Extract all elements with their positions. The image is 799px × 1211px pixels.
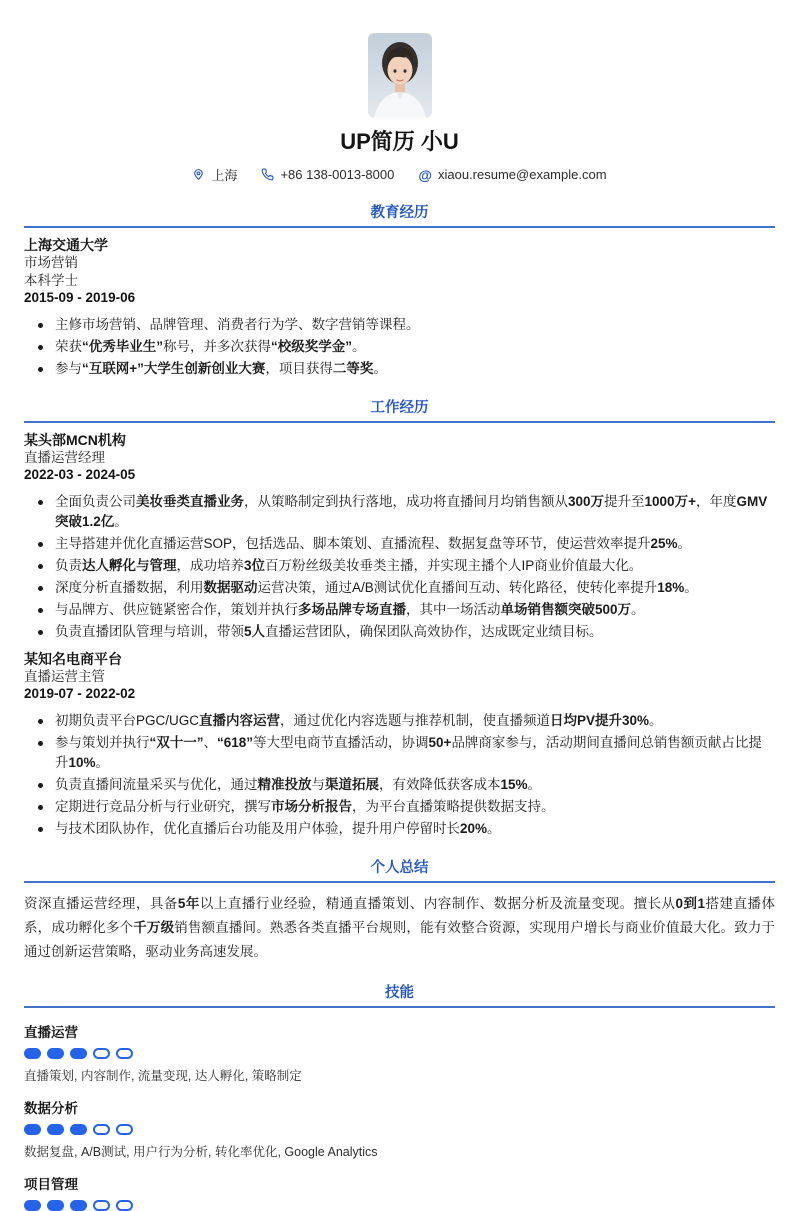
section-header bbox=[24, 396, 775, 423]
skill-level-rating bbox=[24, 1200, 775, 1211]
skill-level-pill bbox=[24, 1048, 41, 1059]
skill-level-pill bbox=[70, 1200, 87, 1211]
contact-email bbox=[418, 167, 606, 182]
skill-level-pill bbox=[70, 1124, 87, 1135]
skill-keywords: 数据复盘, A/B测试, 用户行为分析, 转化率优化, Google Analytics bbox=[24, 1144, 378, 1159]
contact-row bbox=[24, 165, 775, 184]
skill-item-project-management bbox=[24, 1173, 775, 1211]
skill-level-pill bbox=[93, 1048, 110, 1059]
skill-name: 项目管理 bbox=[24, 1176, 78, 1192]
education-entry bbox=[24, 236, 775, 379]
bullet-item: 深度分析直播数据，利用数据驱动运营决策，通过A/B测试优化直播间互动、转化路径，使转化率提升18%。 bbox=[55, 578, 775, 598]
skill-level-pill bbox=[93, 1124, 110, 1135]
education-period: 2015-09 - 2019-06 bbox=[24, 290, 136, 305]
section-summary bbox=[24, 856, 775, 964]
bullet-item: 与技术团队协作，优化直播后台功能及用户体验，提升用户停留时长20%。 bbox=[55, 819, 775, 839]
bullet-item: 主导搭建并优化直播运营SOP，包括选品、脚本策划、直播流程、数据复盘等环节，使运营效率提升25%。 bbox=[55, 534, 775, 554]
skill-level-pill bbox=[47, 1124, 64, 1135]
skill-level-pill bbox=[116, 1200, 133, 1211]
bullet-item: 负责达人孵化与管理，成功培养3位百万粉丝级美妆垂类主播，并实现主播个人IP商业价值最大化。 bbox=[55, 556, 775, 576]
section-header bbox=[24, 201, 775, 228]
skill-level-pill bbox=[116, 1124, 133, 1135]
section-header bbox=[24, 856, 775, 883]
contact-location-text: 上海 bbox=[211, 168, 238, 183]
contact-location bbox=[192, 165, 237, 184]
skill-level-pill bbox=[47, 1200, 64, 1211]
section-title: 个人总结 bbox=[370, 859, 429, 876]
section-work bbox=[24, 396, 775, 839]
work-period: 2022-03 - 2024-05 bbox=[24, 467, 136, 482]
bullet-item: 参与“互联网+”大学生创新创业大赛，项目获得二等奖。 bbox=[55, 359, 775, 379]
skill-level-rating bbox=[24, 1124, 775, 1135]
company-name: 某头部MCN机构 bbox=[24, 431, 126, 448]
email-icon: @ bbox=[418, 166, 432, 183]
bullet-item: 参与策划并执行“双十一”、“618”等大型电商节直播活动，协调50+品牌商家参与，活动期间直播间总销售额贡献占比提升10%。 bbox=[55, 733, 775, 773]
section-education bbox=[24, 201, 775, 379]
skill-item-data-analysis bbox=[24, 1097, 775, 1160]
section-title: 教育经历 bbox=[370, 205, 429, 221]
job-title: 直播运营主管 bbox=[24, 668, 105, 684]
skill-keywords: 直播策划, 内容制作, 流量变现, 达人孵化, 策略制定 bbox=[24, 1068, 302, 1083]
work-entry-2 bbox=[24, 650, 775, 839]
skill-name: 数据分析 bbox=[24, 1100, 78, 1116]
job-title: 直播运营经理 bbox=[24, 449, 105, 465]
work-bullets bbox=[24, 492, 775, 642]
bullet-item: 初期负责平台PGC/UGC直播内容运营，通过优化内容选题与推荐机制，使直播频道日均PV提升30%。 bbox=[55, 711, 775, 731]
skill-level-pill bbox=[24, 1124, 41, 1135]
major: 市场营销 bbox=[24, 255, 78, 270]
bullet-item: 负责直播团队管理与培训，带领5人直播运营团队，确保团队高效协作，达成既定业绩目标。 bbox=[55, 622, 775, 642]
skill-level-rating bbox=[24, 1048, 775, 1059]
bullet-item: 全面负责公司美妆垂类直播业务，从策略制定到执行落地，成功将直播间月均销售额从300万提升至1000万+，年度GMV突破1.2亿。 bbox=[55, 492, 775, 532]
contact-email-text: xiaou.resume@example.com bbox=[437, 167, 607, 182]
profile-photo bbox=[368, 33, 432, 118]
contact-phone bbox=[261, 167, 394, 182]
phone-icon bbox=[261, 168, 274, 181]
contact-phone-text: +86 138-0013-8000 bbox=[280, 167, 395, 182]
skill-item-live-ops bbox=[24, 1021, 775, 1084]
skill-level-pill bbox=[93, 1200, 110, 1211]
candidate-name: UP简历 小U bbox=[340, 129, 459, 154]
bullet-item: 荣获“优秀毕业生”称号，并多次获得“校级奖学金”。 bbox=[55, 337, 775, 357]
bullet-item: 与品牌方、供应链紧密合作，策划并执行多场品牌专场直播，其中一场活动单场销售额突破500万。 bbox=[55, 600, 775, 620]
section-header bbox=[24, 981, 775, 1008]
degree: 本科学士 bbox=[24, 272, 78, 288]
skill-level-pill bbox=[24, 1200, 41, 1211]
work-bullets bbox=[24, 711, 775, 839]
bullet-item: 负责直播间流量采买与优化，通过精准投放与渠道拓展，有效降低获客成本15%。 bbox=[55, 775, 775, 795]
work-entry-1 bbox=[24, 431, 775, 642]
skill-level-pill bbox=[70, 1048, 87, 1059]
bullet-item: 定期进行竞品分析与行业研究，撰写市场分析报告，为平台直播策略提供数据支持。 bbox=[55, 797, 775, 817]
school-name: 上海交通大学 bbox=[24, 237, 108, 253]
location-icon bbox=[192, 168, 205, 181]
photo-container bbox=[24, 0, 775, 118]
bullet-item: 主修市场营销、品牌管理、消费者行为学、数字营销等课程。 bbox=[55, 315, 775, 335]
section-skills bbox=[24, 981, 775, 1211]
skill-level-pill bbox=[116, 1048, 133, 1059]
company-name: 某知名电商平台 bbox=[24, 650, 122, 667]
education-bullets bbox=[24, 315, 775, 379]
skill-level-pill bbox=[47, 1048, 64, 1059]
section-title: 工作经历 bbox=[370, 399, 429, 416]
section-title: 技能 bbox=[385, 984, 414, 1001]
summary-paragraph: 资深直播运营经理，具备5年以上直播行业经验，精通直播策划、内容制作、数据分析及流量变现。擅长从0到1搭建直播体系，成功孵化多个千万级销售额直播间。熟悉各类直播平台规则，能有效整合资源，实现用户增长与商业价值最大化。致力于通过创新运营策略，驱动业务高速发展。 bbox=[24, 895, 776, 959]
work-period: 2019-07 - 2022-02 bbox=[24, 686, 136, 701]
skill-name: 直播运营 bbox=[24, 1024, 78, 1040]
